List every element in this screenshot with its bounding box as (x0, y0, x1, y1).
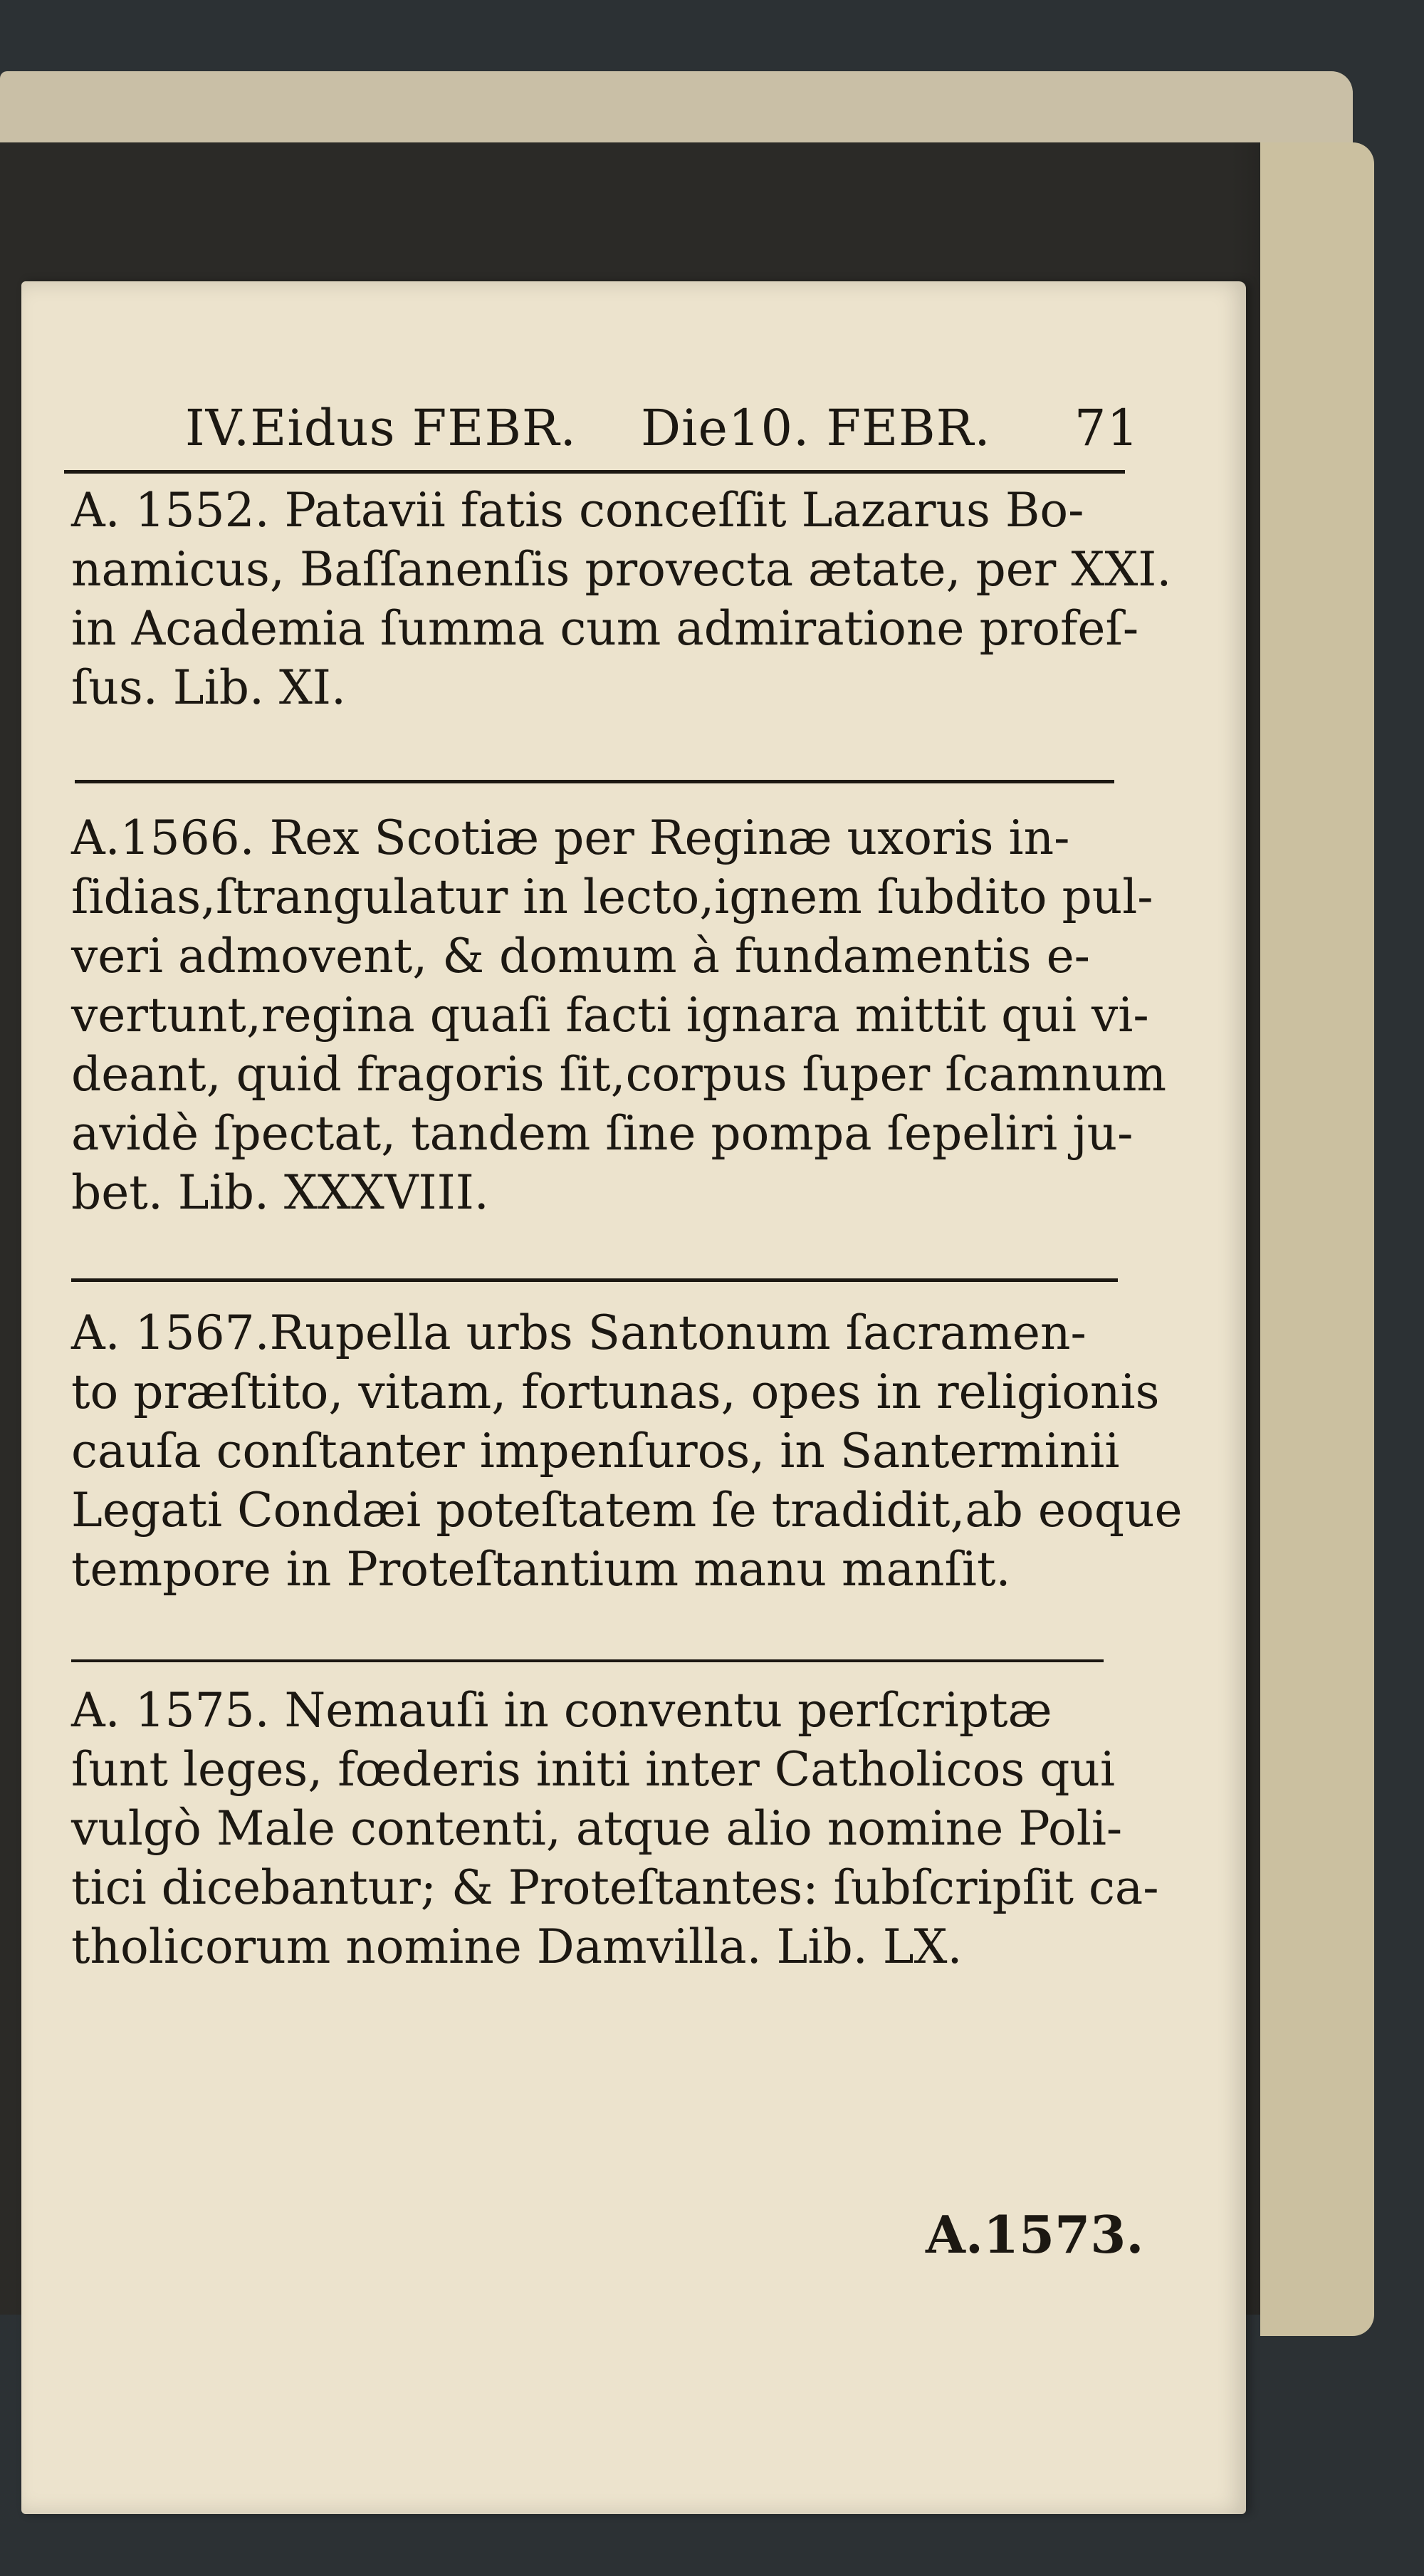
entry-line: vulgò Male contenti, atque alio nomine Poli- (71, 1801, 1123, 1856)
entry-divider (71, 1659, 1104, 1662)
entry-line: Legati Condæi poteſtatem ſe tradidit,ab eoque (71, 1483, 1183, 1538)
entry-line: tholicorum nomine Damvilla. Lib. LX. (71, 1919, 963, 1974)
entry-divider (71, 1278, 1118, 1282)
entry-line: ſidias,ſtrangulatur in lecto,ignem ſubdito pul- (71, 870, 1153, 924)
entry-line: ſunt leges, fœderis initi inter Catholicos qui (71, 1742, 1116, 1797)
page-number: 71 (1074, 399, 1139, 457)
entry-line: ſus. Lib. XI. (71, 660, 346, 715)
entry-line: bet. Lib. XXXVIII. (71, 1165, 489, 1220)
entry-line: in Academia ſumma cum admiratione profeſ- (71, 601, 1139, 656)
entry-1575 (71, 1681, 1159, 1976)
header-left: IV.Eidus FEBR. (185, 399, 577, 457)
entry-divider (75, 780, 1114, 783)
entry-line: deant, quid fragoris ſit,corpus ſuper ſcamnum (71, 1047, 1167, 1102)
entry-1552 (71, 481, 1172, 717)
header-center: Die10. FEBR. (641, 399, 991, 457)
entry-line: to præſtito, vitam, fortunas, opes in religionis (71, 1365, 1160, 1419)
entry-line: avidè ſpectat, tandem ſine pompa ſepeliri ju- (71, 1106, 1134, 1161)
entry-line: tici dicebantur; & Proteſtantes: ſubſcripſit ca- (71, 1860, 1159, 1915)
entry-line: A. 1575. Nemauſi in conventu perſcriptæ (71, 1683, 1052, 1738)
book-fore-edge (1260, 142, 1374, 2336)
entry-1567 (71, 1303, 1183, 1599)
entry-line: tempore in Proteſtantium manu manſit. (71, 1542, 1011, 1597)
entry-line: veri admovent, & domum à fundamentis e- (71, 929, 1090, 984)
book-page (21, 281, 1246, 2514)
catchword: A.1573. (926, 2204, 1144, 2265)
entry-line: A. 1552. Patavii fatis conceſſit Lazarus Bo- (71, 483, 1084, 538)
header-rule (64, 470, 1125, 474)
running-header (185, 399, 1139, 477)
entry-line: namicus, Baſſanenſis provecta ætate, per XXI. (71, 542, 1172, 597)
entry-line: A.1566. Rex Scotiæ per Reginæ uxoris in- (71, 810, 1070, 865)
entry-line: A. 1567.Rupella urbs Santonum ſacramen- (71, 1305, 1087, 1360)
entry-line: vertunt,regina quaſi facti ignara mittit qui vi- (71, 988, 1149, 1043)
entry-1566 (71, 808, 1167, 1222)
entry-line: cauſa conſtanter impenſuros, in Santerminii (71, 1424, 1120, 1479)
